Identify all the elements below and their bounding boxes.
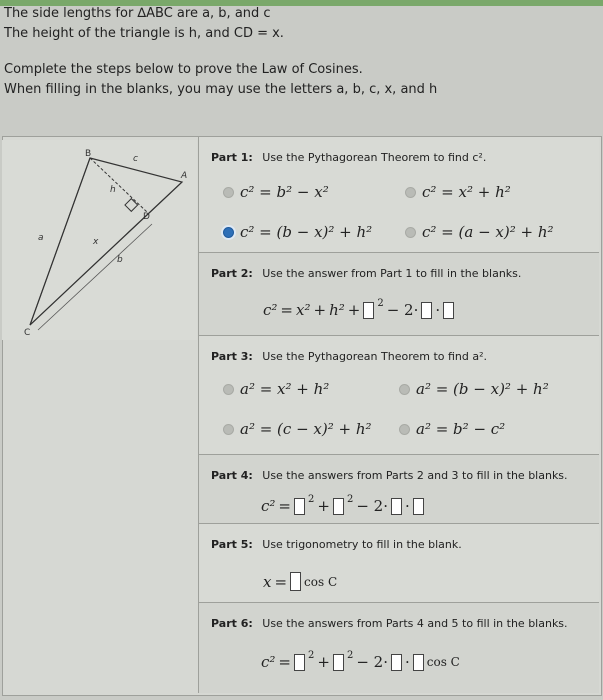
exponent: 2 [346, 649, 354, 661]
part-1-header [211, 151, 486, 164]
part-4-label: Part 4: [211, 469, 253, 482]
part-6-equation [261, 649, 460, 671]
eq-term-x2: x² [296, 301, 311, 319]
eq-minus-two: − 2· [356, 653, 388, 671]
part-4 [198, 455, 599, 524]
eq-sign: = [274, 572, 288, 591]
part-1-option-3[interactable] [223, 223, 372, 241]
intro-line-3: Complete the steps below to prove the Law of Cosines. [4, 62, 363, 77]
intro-text [4, 4, 599, 100]
part-3-header [211, 350, 487, 363]
eq-cos-c: cos C [304, 574, 338, 589]
eq-sign: = [280, 301, 293, 319]
part-3-instruction: Use the Pythagorean Theorem to find a². [262, 350, 488, 363]
exponent: 2 [308, 649, 315, 661]
eq-term-h2: h² [329, 301, 345, 319]
part-6-header [211, 617, 568, 630]
part-1-label: Part 1: [211, 151, 253, 164]
radio-button-selected[interactable] [223, 227, 234, 238]
part-1-option-1[interactable] [223, 183, 329, 201]
part-4-header [211, 469, 568, 482]
part-1 [198, 137, 599, 253]
part-6-label: Part 6: [211, 617, 253, 630]
radio-button[interactable] [223, 424, 234, 435]
intro-line-4: When filling in the blanks, you may use the letters a, b, c, x, and h [4, 82, 438, 97]
label-c: c [133, 154, 138, 164]
part-2-header [211, 267, 521, 280]
label-a: a [38, 233, 44, 243]
part-4-equation [261, 493, 424, 515]
part-5-label: Part 5: [211, 538, 253, 551]
part-3-label: Part 3: [211, 350, 253, 363]
blank-input[interactable] [391, 654, 402, 671]
part-2-instruction: Use the answer from Part 1 to fill in the blanks. [262, 267, 522, 280]
option-text: a² = x² + h² [240, 380, 330, 398]
part-3-option-4[interactable] [399, 420, 505, 438]
label-A: A [181, 171, 188, 181]
eq-plus: + [313, 301, 327, 319]
radio-button[interactable] [399, 424, 410, 435]
eq-dot: · [404, 497, 410, 515]
eq-sign: = [278, 653, 291, 671]
blank-input[interactable] [333, 498, 344, 515]
option-text: c² = (a − x)² + h² [422, 223, 554, 241]
radio-button[interactable] [223, 384, 234, 395]
radio-button[interactable] [399, 384, 410, 395]
triangle-figure [2, 140, 197, 340]
intro-line-1: The side lengths for ∆ABC are a, b, and c [4, 6, 271, 21]
radio-button[interactable] [405, 187, 416, 198]
part-1-option-2[interactable] [405, 183, 511, 201]
parts-column [198, 137, 599, 693]
exponent: 2 [377, 297, 384, 309]
exponent: 2 [308, 493, 315, 505]
eq-plus: + [317, 497, 330, 515]
blank-input[interactable] [413, 498, 424, 515]
part-3-option-3[interactable] [223, 420, 372, 438]
label-B: B [85, 149, 92, 159]
label-x: x [93, 237, 99, 247]
part-3-option-1[interactable] [223, 380, 329, 398]
label-C: C [24, 328, 31, 338]
blank-input[interactable] [421, 302, 432, 319]
part-2-label: Part 2: [211, 267, 253, 280]
blank-input[interactable] [333, 654, 344, 671]
eq-sign: = [278, 497, 291, 515]
option-text: c² = b² − x² [240, 183, 329, 201]
blank-input[interactable] [294, 498, 305, 515]
part-5 [198, 524, 599, 603]
part-3-option-2[interactable] [399, 380, 549, 398]
part-5-header [211, 538, 462, 551]
blank-input[interactable] [294, 654, 305, 671]
part-5-equation [263, 572, 337, 591]
eq-plus: + [347, 301, 361, 319]
option-text: a² = b² − c² [416, 420, 506, 438]
blank-input[interactable] [391, 498, 402, 515]
eq-cos-c: cos C [426, 655, 460, 669]
exponent: 2 [346, 493, 354, 505]
eq-lhs: x [263, 572, 272, 591]
part-2-equation [263, 297, 454, 319]
radio-button[interactable] [405, 227, 416, 238]
eq-lhs: c² [261, 653, 276, 671]
blank-input[interactable] [290, 572, 301, 591]
option-text: a² = (b − x)² + h² [416, 380, 549, 398]
eq-lhs: c² [261, 497, 276, 515]
intro-line-2: The height of the triangle is h, and CD = x. [4, 26, 284, 41]
triangle-diagram [2, 140, 197, 340]
part-2 [198, 253, 599, 336]
label-h: h [110, 185, 116, 195]
eq-lhs: c² [263, 301, 278, 319]
eq-dot: · [435, 301, 441, 319]
blank-input[interactable] [443, 302, 454, 319]
part-4-instruction: Use the answers from Parts 2 and 3 to fill in the blanks. [262, 469, 568, 482]
option-text: c² = (b − x)² + h² [240, 223, 373, 241]
part-3 [198, 336, 599, 455]
label-D: D [143, 212, 150, 222]
part-5-instruction: Use trigonometry to fill in the blank. [262, 538, 462, 551]
eq-plus: + [317, 653, 330, 671]
label-b: b [117, 255, 123, 265]
part-6 [198, 603, 599, 693]
part-6-instruction: Use the answers from Parts 4 and 5 to fill in the blanks. [262, 617, 568, 630]
option-text: c² = x² + h² [422, 183, 511, 201]
radio-button[interactable] [223, 187, 234, 198]
eq-minus-two: − 2· [386, 301, 419, 319]
part-1-instruction: Use the Pythagorean Theorem to find c². [262, 151, 487, 164]
blank-input[interactable] [363, 302, 374, 319]
option-text: a² = (c − x)² + h² [240, 420, 372, 438]
part-1-option-4[interactable] [405, 223, 554, 241]
eq-dot: · [404, 653, 410, 671]
eq-minus-two: − 2· [356, 497, 388, 515]
blank-input[interactable] [413, 654, 424, 671]
